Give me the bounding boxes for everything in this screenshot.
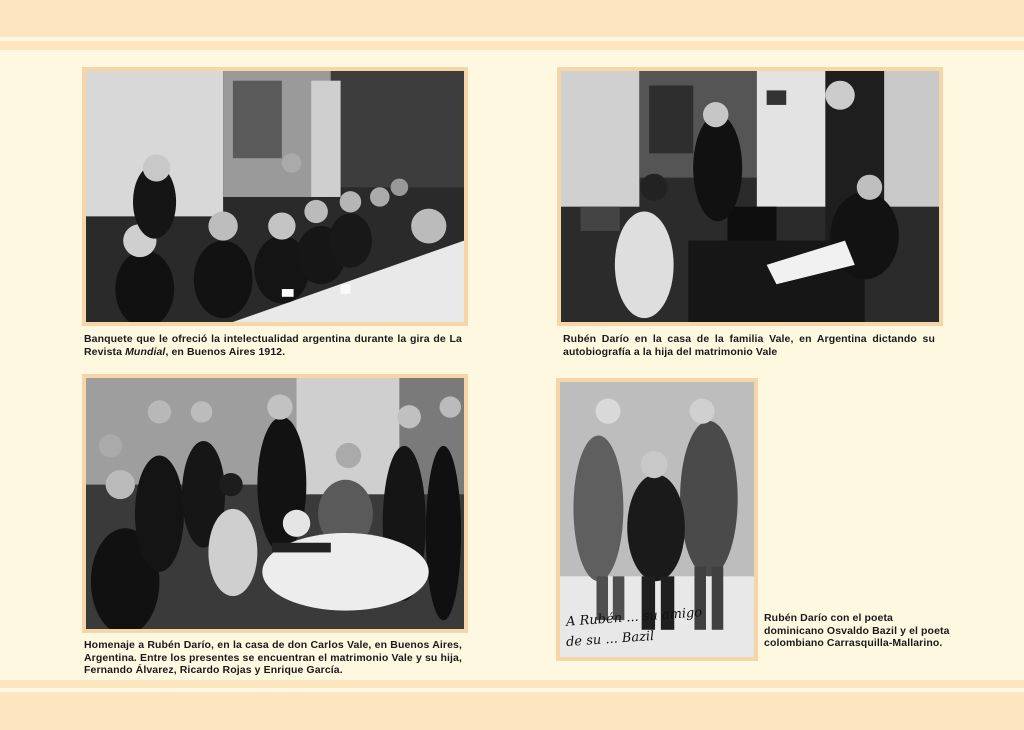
banquet-photo-image: [86, 71, 464, 322]
bottom-band-stripe: [0, 688, 1024, 692]
caption-banquet-text-a: Banquete que le ofreció la intelectualidad argentina durante la gira de La Revista: [84, 333, 462, 358]
caption-poets: Rubén Darío con el poeta dominicano Osvaldo Bazil y el poeta colombiano Carrasquilla-Mallarino.: [764, 612, 950, 649]
tribute-photo-image: [86, 378, 464, 629]
caption-banquet: [84, 333, 462, 358]
photo-dictation: [557, 67, 943, 326]
caption-banquet-text-b: , en Buenos Aires 1912.: [165, 345, 286, 358]
caption-dictation: Rubén Darío en la casa de la familia Vale, en Argentina dictando su autobiografía a la hija del matrimonio Vale: [563, 333, 935, 358]
caption-banquet-emphasis: Mundial: [125, 345, 166, 358]
photo-inscription-line-1: A Rubén ... su amigo: [565, 605, 703, 630]
photo-inscription-line-2: de su ... Bazil: [565, 628, 655, 651]
bottom-decorative-band: [0, 680, 1024, 730]
photo-poets-portrait: [556, 378, 758, 661]
caption-tribute: Homenaje a Rubén Darío, en la casa de don Carlos Vale, en Buenos Aires, Argentina. Entre los presentes se encuentran el matrimonio Vale y su hija, Fernando Álvarez, Ricardo Rojas y Enrique García.: [84, 639, 462, 676]
dictation-photo-image: [561, 71, 939, 322]
photo-banquet: [82, 67, 468, 326]
top-band-stripe: [0, 37, 1024, 41]
photo-tribute: [82, 374, 468, 633]
top-decorative-band: [0, 0, 1024, 50]
